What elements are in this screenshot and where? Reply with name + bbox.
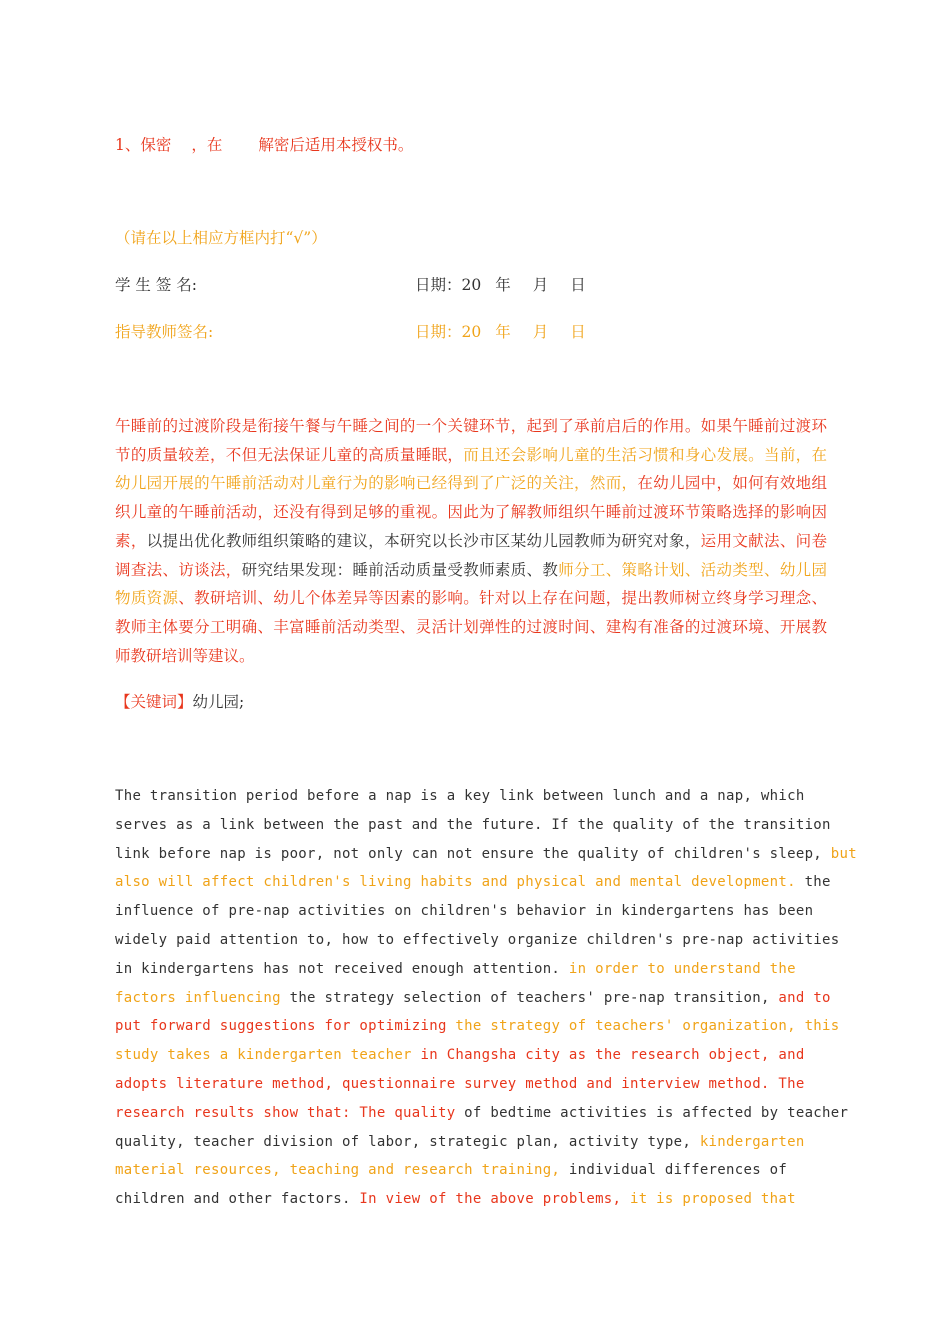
abstract-zh-seg6: 研究结果发现：睡前活动质量受教师素质、教 [241, 560, 559, 579]
abstract-zh-seg8: 、教研培训、幼儿个体差异等因素的影响。针对以上存在问题，提出教师树立终身学习理念、教师主体要分工明确、丰富睡前活动类型、灵活计划弹性的过渡时间、建构有准备的过渡环境、开展教师教研培训等建议。 [115, 589, 827, 665]
abstract-en-row-8 [115, 984, 830, 1013]
checkbox-note: （请在以上相应方框内打“√”） [115, 229, 327, 247]
abstract-zh-seg5: 运用文献法、问卷调查法、访谈法， [115, 531, 827, 579]
abstract-en-row-12 [115, 1099, 849, 1128]
item1-prefix: 1、保密 [115, 136, 172, 154]
abstract-en-row-5: influence of pre-nap activities on children's behavior in kindergartens has been [115, 903, 814, 920]
abstract-en-r10a: study takes a kindergarten teacher [115, 1047, 421, 1064]
student-date-month: 月 [532, 276, 549, 294]
abstract-english [115, 782, 857, 1214]
teacher-date-year: 年 [495, 323, 511, 341]
declaration-item-1 [115, 133, 413, 155]
abstract-en-r14b: individual differences of [560, 1162, 788, 1179]
abstract-en-row-7 [115, 955, 830, 984]
keywords-line [115, 690, 244, 712]
abstract-zh-seg4: 以提出优化教师组织策略的建议，本研究以长沙市区某幼儿园教师为研究对象， [146, 531, 701, 550]
abstract-zh-seg1: 午睡前的过渡阶段是衔接午餐与午睡之间的一个关键环节，起到了承前启后的作用。如果午睡前过渡环节的质量较差，不但无法保证儿童的高质量睡眠， [115, 417, 827, 464]
abstract-zh-seg3: 在幼儿园中，如何有效地组织儿童的午睡前活动，还没有得到足够的重视。因此为了解教师组织午睡前过渡环节策略选择的影响因素， [115, 474, 827, 550]
teacher-date-label: 日期：20 [415, 323, 482, 341]
abstract-en-r15b: In view of the above problems, [359, 1191, 630, 1208]
abstract-en-r3a: link before nap is poor, not only can not ensure the quality of children's sleep, [115, 845, 831, 862]
student-signature-date [415, 273, 586, 295]
abstract-en-r14a: material resources, teaching and research training, [115, 1162, 561, 1179]
abstract-en-r4a: also will affect children's living habits and physical and mental development. [115, 874, 796, 891]
abstract-en-row-3 [115, 840, 857, 869]
abstract-en-r15c: it is proposed that [630, 1191, 796, 1208]
student-date-label: 日期：20 [415, 276, 482, 294]
teacher-date-day: 日 [570, 323, 586, 341]
teacher-signature-date [415, 320, 586, 342]
teacher-signature-label: 指导教师签名: [115, 323, 214, 341]
abstract-en-r4b: the [795, 874, 831, 891]
abstract-en-row-1: The transition period before a nap is a key link between lunch and a nap, which [115, 788, 805, 804]
abstract-en-r8a: factors influencing [115, 989, 281, 1006]
abstract-zh-seg2: 而且还会影响儿童的生活习惯和身心发展。当前，在幼儿园开展的午睡前活动对儿童行为的影响已经得到了广泛的关注，然而， [115, 445, 827, 493]
abstract-en-r7b: in order to understand the [568, 960, 796, 977]
abstract-en-row-6: widely paid attention to, how to effectively organize children's pre-nap activities [115, 931, 840, 948]
abstract-en-row-4 [115, 868, 830, 897]
student-date-day: 日 [570, 276, 586, 294]
abstract-en-row-2: serves as a link between the past and the future. If the quality of the transition [115, 816, 831, 833]
abstract-en-r3b: but [830, 845, 857, 862]
keywords-value: 幼儿园; [192, 693, 245, 711]
abstract-en-r12b: of bedtime activities is affected by teacher [455, 1104, 849, 1121]
abstract-en-row-15 [115, 1185, 830, 1214]
abstract-en-row-13 [115, 1128, 830, 1157]
student-date-year: 年 [495, 276, 511, 294]
abstract-en-r10b: in Changsha city as the research object, and [420, 1047, 805, 1064]
item1-suffix: 解密后适用本授权书。 [258, 136, 414, 154]
abstract-en-r12a: research results show that: The quality [115, 1104, 456, 1121]
abstract-en-row-14 [115, 1156, 830, 1185]
abstract-en-r9a: put forward suggestions for optimizing [115, 1018, 456, 1035]
abstract-en-r13a: quality, teacher division of labor, strategic plan, activity type, [115, 1133, 700, 1150]
abstract-en-row-11: adopts literature method, questionnaire survey method and interview method. The [115, 1075, 805, 1092]
student-signature-label: 学 生 签 名: [115, 276, 198, 294]
abstract-zh-seg7: 师分工、策略计划、活动类型、幼儿园物质资源 [115, 560, 827, 608]
abstract-en-row-9 [115, 1012, 840, 1041]
abstract-en-r13b: kindergarten [699, 1133, 805, 1150]
teacher-date-month: 月 [532, 323, 549, 341]
abstract-en-r8b: the strategy selection of teachers' pre-nap transition, [280, 989, 779, 1006]
abstract-en-r8c: and to [778, 989, 831, 1006]
item1-comma: ，在 [191, 136, 223, 154]
abstract-en-r7a: in kindergartens has not received enough attention. [115, 960, 569, 977]
abstract-en-row-10 [115, 1041, 830, 1070]
abstract-en-r9b: the strategy of teachers' organization, this [455, 1018, 840, 1035]
abstract-chinese [115, 412, 827, 670]
keywords-label: 【关键词】 [115, 693, 193, 711]
abstract-en-r15a: children and other factors. [115, 1191, 360, 1208]
